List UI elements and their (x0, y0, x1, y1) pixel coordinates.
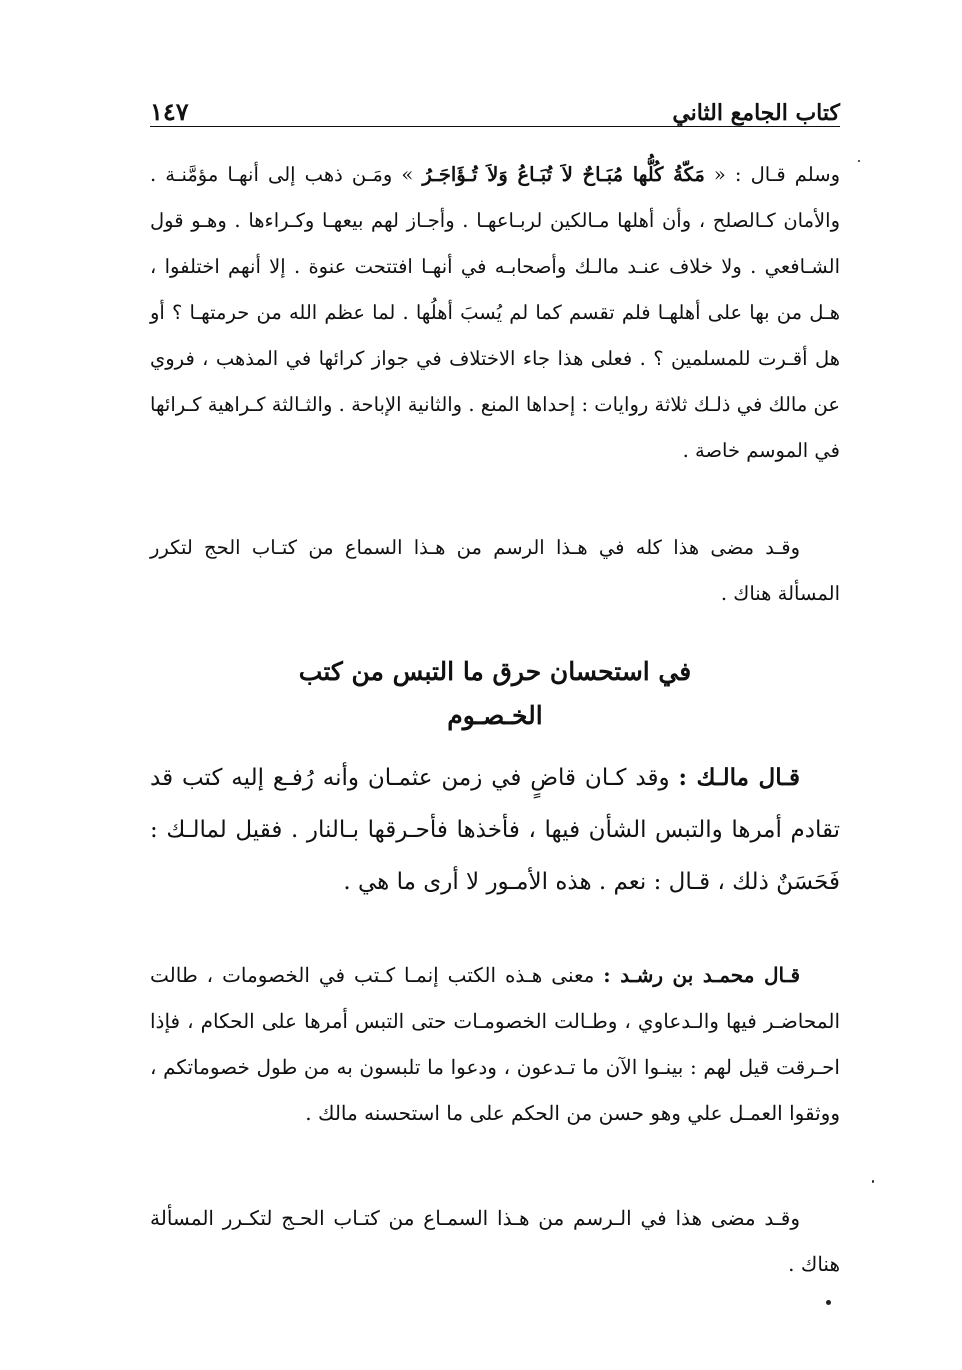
scan-speck (826, 1300, 831, 1305)
paragraph-3 (150, 752, 840, 908)
paragraph-1 (150, 152, 840, 474)
page-number: ١٤٧ (150, 97, 189, 126)
scan-speck (872, 1180, 874, 1183)
paragraph-1-text-b: » ومَـن ذهب إلى أنهـا مؤمَّنـة . والأمان كـالصلح ، وأن أهلها مـالكين لربـاعهـا . وأجـاز لهم بيعهـا وكـراءها . وهـو قول الشـافعي . ولا خلاف عنـد مالـك وأصحابـه في أنهـا افتتحت عنوة . إلا أنهم اختلفوا ، هـل من بها على أهلهـا فلم تقسم كما لم يُسبَ أهلُها . لما عظم الله من حرمتهـا ؟ أو هل أقـرت للمسلمين ؟ . فعلى هذا جاء الاختلاف في جواز كرائها في المذهب ، فروي عن مالك في ذلـك ثلاثة روايات : إحداها المنع . والثانية الإباحة . والثـالثة كـراهية كـرائها في الموسم خاصة . (150, 163, 840, 462)
page-header (150, 86, 840, 126)
paragraph-5 (150, 1195, 840, 1287)
paragraph-4-text: معنى هـذه الكتب إنمـا كـتب في الخصومات ، طالت المحاضـر فيها والـدعاوي ، وطـالت الخصومـات حتى التبس أمرها على الحكام ، فإذا احـرقت قيل لهم : بينـوا الآن ما تـدعون ، ودعوا ما تلبسون به من طول خصوماتكم ، ووثقوا العمـل علي وهو حسن من الحكم على ما استحسنه مالك . (150, 963, 840, 1125)
paragraph-5-text: وقـد مضى هذا في الـرسم من هـذا السمـاع من كتـاب الحـج لتكـرر المسألة هناك . (150, 1206, 840, 1276)
section-heading-line-2: الخـصـوم (447, 701, 543, 730)
running-title: كتاب الجامع الثاني (672, 100, 840, 126)
paragraph-4-lead: قـال محمـد بن رشـد : (603, 963, 800, 987)
paragraph-1-text-a: وسلم قـال : « (704, 163, 840, 186)
section-heading (150, 650, 840, 738)
paragraph-3-text: وقد كـان قاضٍ في زمن عثمـان وأنه رُفـع إليه كتب قد تقادم أمرها والتبس الشأن فيها ، فأخذها فأحـرقها بـالنار . فقيل لمالـك : فَحَسَنٌ ذلك ، قـال : نعم . هذه الأمـور لا أرى ما هي . (150, 765, 840, 895)
paragraph-3-lead: قـال مالـك : (678, 764, 800, 791)
header-rule (150, 126, 840, 127)
paragraph-2-text: وقـد مضى هذا كله في هـذا الرسم من هـذا السماع من كتـاب الحج لتكرر المسألة هناك . (150, 536, 840, 605)
section-heading-line-1: في استحسان حرق ما التبس من كتب (298, 657, 692, 686)
scan-speck (858, 160, 860, 162)
paragraph-4 (150, 952, 840, 1136)
hadith-quote: مَكّةُ كُلُّها مُبَـاحٌ لاَ تُبَـاعُ وَلاَ تُـؤَاجَـرُ (422, 163, 705, 186)
paragraph-2 (150, 525, 840, 617)
